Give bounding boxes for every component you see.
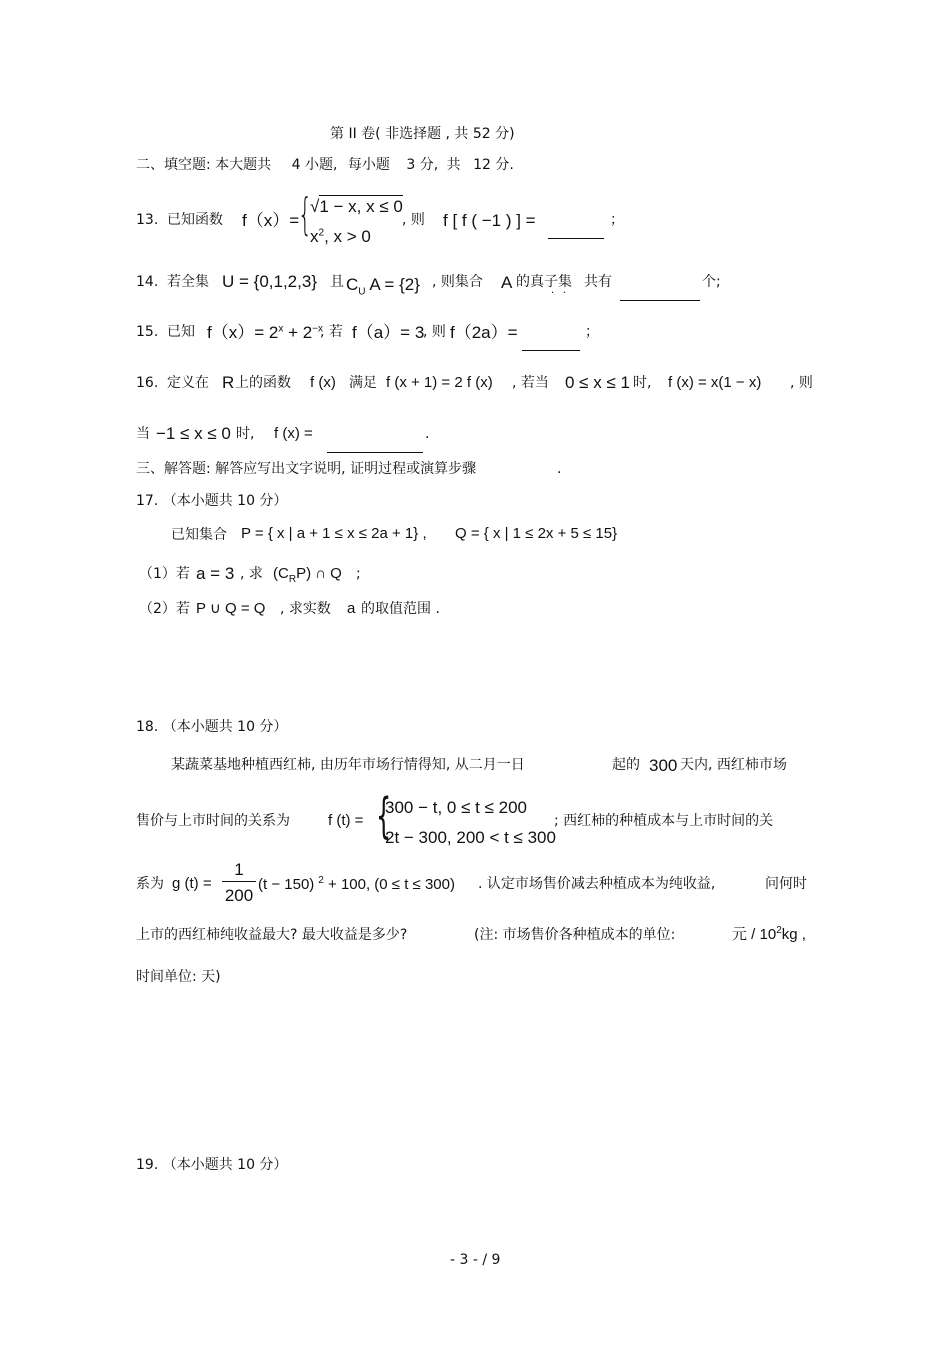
q16-number: 16. — [136, 375, 159, 391]
section-2-label: 二、填空题: 本大题共 — [136, 157, 272, 173]
q15-exp1: x — [278, 323, 284, 335]
q18-expr2: + 100, (0 ≤ t ≤ 300) — [328, 876, 455, 893]
q16-fx: f (x) — [310, 374, 336, 391]
q16-text6: , 则 — [790, 375, 813, 391]
q18-unit — [732, 926, 806, 942]
q14-tail: 个; — [702, 274, 721, 290]
q14-answer-blank[interactable] — [620, 288, 700, 304]
q16-equation: f (x + 1) = 2 f (x) — [386, 374, 493, 391]
q13-case2 — [310, 228, 371, 245]
q17-set-Q: Q = { x | 1 ≤ 2x + 5 ≤ 15} — [455, 525, 618, 542]
q17-part1-label: （1）若 — [139, 566, 190, 582]
section-2-points: 3 分, — [406, 157, 439, 173]
q13-answer-blank[interactable] — [548, 226, 604, 242]
q17-part1-text: , 求 — [240, 566, 263, 582]
q15-answer-blank[interactable] — [522, 338, 580, 354]
q15-fx — [207, 324, 323, 341]
q18-unit-exp: 2 — [776, 925, 782, 936]
q18-gt: g (t) = — [172, 875, 212, 892]
q17-part2-expr: P ∪ Q = Q — [196, 600, 266, 617]
q13-fx: f（x）= — [242, 211, 300, 230]
q18-brace: { — [376, 788, 392, 844]
q16-text4: , 若当 — [512, 375, 549, 391]
q18-expr — [258, 876, 455, 892]
q17-part2-text: , 求实数 — [280, 601, 331, 617]
q18-exp: 2 — [318, 875, 324, 886]
q16-text2: 上的函数 — [235, 375, 291, 391]
q15-number: 15. — [136, 324, 159, 340]
q13-tail: ； — [610, 212, 624, 228]
q17-part1-sub: R — [288, 574, 297, 585]
q16-answer-blank[interactable] — [327, 440, 423, 456]
q16-text1: 定义在 — [167, 375, 209, 391]
q18-line3-tail2: 问何时 — [765, 876, 807, 892]
sqrt-symbol: √ — [310, 197, 320, 216]
q18-frac-num: 1 — [234, 860, 244, 879]
q13-case2-rest: , x > 0 — [324, 227, 371, 246]
q15-f2a: f（2a）= — [450, 323, 518, 342]
q16-text5: 时, — [633, 375, 652, 391]
q14-text4: 的真子集 — [516, 274, 572, 290]
q15-tail: ； — [585, 324, 599, 340]
q17-part1-a: a = 3 — [196, 564, 235, 583]
q15-text3: , 则 — [423, 324, 446, 340]
q14-C: C — [346, 275, 359, 294]
q15-text2: , 若 — [320, 324, 343, 340]
q14-text5: 共有 — [584, 274, 612, 290]
q18-unit-base: 元 / 10 — [732, 926, 777, 943]
q14-text1: 若全集 — [167, 274, 209, 290]
q14-A: A — [501, 273, 513, 292]
q15-text1: 已知 — [167, 324, 195, 340]
q15-fx-base: f（x）= 2 — [207, 323, 279, 342]
q17-part1-expr-pre: (C — [273, 565, 289, 582]
q18-header: 18. （本小题共 10 分） — [136, 719, 288, 735]
q13-then: , 则 — [402, 212, 425, 228]
q16-R: R — [222, 373, 235, 392]
q17-part1-tail: ; — [356, 566, 361, 582]
q18-expr1: (t − 150) — [258, 876, 315, 893]
q18-ft: f (t) = — [328, 812, 364, 829]
q18-line2-tail: ; 西红柿的种植成本与上市时间的关 — [554, 813, 774, 829]
section-2-header — [136, 158, 514, 172]
q14-text3: , 则集合 — [432, 274, 483, 290]
page-number: - 3 - / 9 — [450, 1252, 501, 1268]
part-title: 第 II 卷( 非选择题 , 共 52 分) — [330, 126, 515, 142]
q14-number: 14. — [136, 274, 159, 290]
q16-tail: . — [425, 426, 430, 442]
q14-complement — [346, 276, 420, 297]
q18-case2: 2t − 300, 200 < t ≤ 300 — [385, 828, 556, 847]
q18-case1: 300 − t, 0 ≤ t ≤ 200 — [385, 798, 528, 817]
q18-line4-note: (注: 市场售价各种植成本的单位: — [474, 927, 676, 943]
q16-line2-mid: 时, — [236, 426, 255, 442]
q18-line5-text: 时间单位: 天) — [136, 969, 221, 985]
q18-frac-bar — [222, 881, 256, 882]
q14-text2: 且 — [330, 274, 344, 290]
section-3-header: 三、解答题: 解答应写出文字说明, 证明过程或演算步骤 — [136, 461, 477, 477]
q17-part2-label: （2）若 — [139, 601, 190, 617]
q18-line2-text: 售价与上市时间的关系为 — [136, 813, 290, 829]
q16-range: 0 ≤ x ≤ 1 — [565, 373, 630, 392]
q13-case2-exp: 2 — [318, 227, 325, 239]
q16-ask: f (x) = — [274, 425, 313, 442]
q17-part2-a: a — [347, 600, 356, 617]
q16-range2: −1 ≤ x ≤ 0 — [156, 424, 231, 443]
section-2-each: 每小题 — [347, 157, 390, 173]
q15-plus: + 2 — [288, 323, 313, 342]
q13-number: 13. — [136, 212, 159, 228]
q14-A-eq: A = {2} — [369, 275, 420, 294]
section-2-total: 12 分. — [473, 157, 514, 173]
q16-def: f (x) = x(1 − x) — [668, 374, 762, 391]
q18-line3-tail: . 认定市场售价减去种植成本为纯收益, — [478, 876, 716, 892]
q18-line4-text: 上市的西红柿纯收益最大? 最大收益是多少? — [136, 927, 408, 943]
q13-case1 — [310, 198, 403, 215]
emphasis-dot: · — [563, 288, 567, 299]
emphasis-dot: · — [551, 288, 555, 299]
q18-line1-tail: 天内, 西红柿市场 — [680, 757, 787, 773]
q16-text3: 满足 — [349, 375, 377, 391]
q18-line1-text: 某蔬菜基地种植西红柿, 由历年市场行情得知, 从二月一日 — [171, 757, 525, 773]
q14-C-sub: U — [358, 286, 366, 298]
q18-line1-num: 300 — [649, 756, 678, 775]
q17-part2-tail: 的取值范围 . — [361, 601, 440, 617]
q13-brace: { — [298, 189, 312, 240]
q15-exp2: −x — [312, 323, 324, 335]
q13-case1-root: 1 − x, x ≤ 0 — [319, 197, 403, 216]
q17-set-P: P = { x | a + 1 ≤ x ≤ 2a + 1} , — [241, 525, 427, 542]
q13-text: 已知函数 — [167, 212, 223, 228]
q15-fa: f（a）= 3 — [352, 323, 425, 342]
section-2-total-pre: 共 — [446, 157, 461, 173]
section-2-count: 4 小题, — [291, 157, 338, 173]
q14-universal-set: U = {0,1,2,3} — [222, 272, 317, 291]
q17-part1-expr-post: P) ∩ Q — [296, 565, 342, 582]
q18-unit-tail: kg , — [781, 926, 806, 943]
q17-intro: 已知集合 — [171, 527, 227, 543]
q13-case2-base: x — [310, 227, 319, 246]
q18-line1-mid: 起的 — [612, 757, 640, 773]
q16-line2-pre: 当 — [136, 426, 150, 442]
q18-frac-den: 200 — [224, 886, 254, 905]
q19-header: 19. （本小题共 10 分） — [136, 1157, 288, 1173]
q18-line3-text: 系为 — [136, 876, 164, 892]
q17-part1-expr — [273, 566, 342, 585]
q17-header: 17. （本小题共 10 分） — [136, 493, 288, 509]
q13-expr: f [ f ( −1 ) ] = — [443, 211, 536, 230]
section-3-tail: . — [557, 461, 562, 477]
